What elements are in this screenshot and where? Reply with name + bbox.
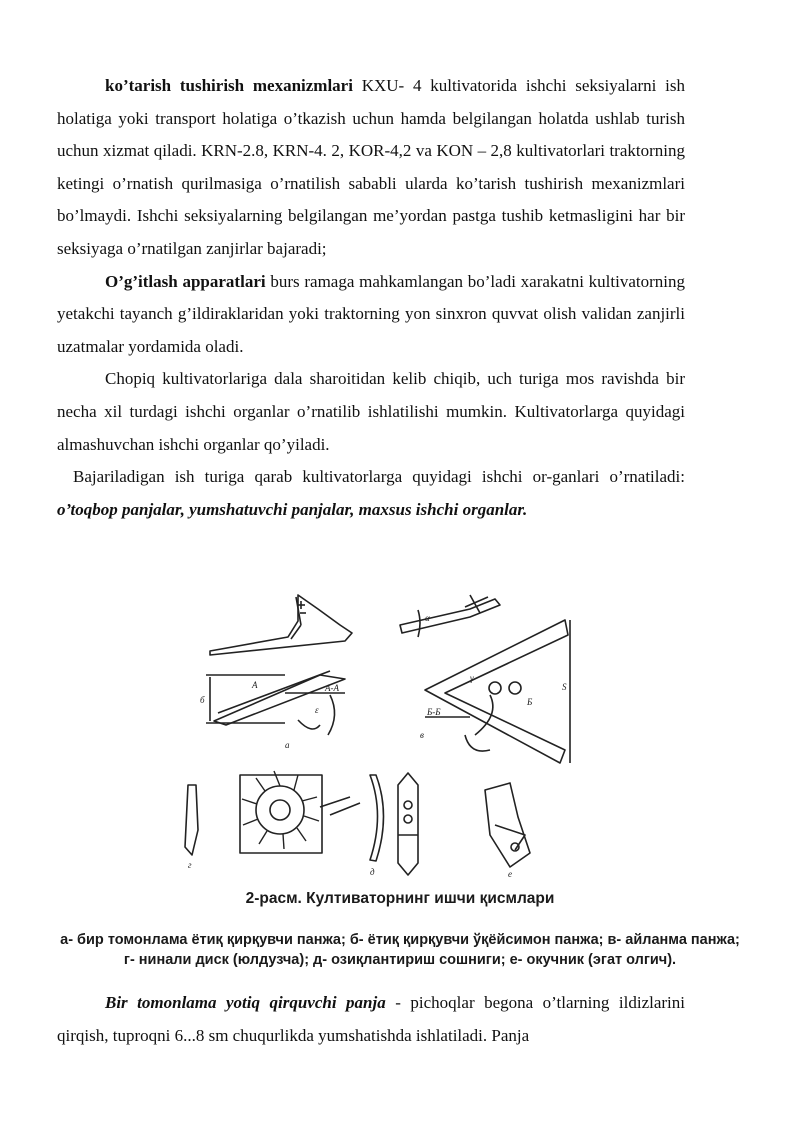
- feeding-coulter-drawing: [398, 773, 418, 875]
- label-gamma: γ: [470, 673, 474, 683]
- paragraph-text: Bajariladigan ish turiga qarab kultivatorlarga quyidagi ishchi or-ganlari o’rnatiladi:: [73, 467, 685, 487]
- label-A: А: [252, 680, 258, 690]
- one-sided-sweep-side-drawing: [210, 595, 352, 655]
- label-section-aa: А-А: [325, 683, 339, 693]
- paragraph-working-organs: [57, 461, 685, 526]
- label-a: а: [285, 740, 290, 750]
- emphasis-organ-types: o’toqbop panjalar, yumshatuvchi panjalar, maxsus ishchi organlar.: [57, 499, 528, 519]
- label-S: S: [562, 682, 567, 692]
- arrow-sweep-side-drawing: [400, 595, 500, 637]
- arrow-sweep-plan-drawing: [425, 620, 570, 763]
- label-b-height: б: [200, 695, 205, 705]
- paragraph-interchangeable-organs: [57, 363, 685, 461]
- figure-title: 2-расм. Култиваторнинг ишчи қисмлари: [245, 890, 555, 907]
- label-g: г: [188, 860, 192, 870]
- one-sided-sweep-plan-drawing: [206, 671, 345, 735]
- term-fertilizer-apparatus: O’g’itlash apparatlari: [105, 271, 266, 291]
- needle-disk-drawing: [320, 775, 384, 861]
- hiller-drawing: [485, 783, 530, 867]
- paragraph-text: KXU- 4 kultivatorida ishchi seksiyalarni ish holatiga yoki transport holatiga o’tkazish uchun hamda belgilangan holatda ushlab turish uchun xizmat qiladi. KRN-2.8, KRN-4. 2, KOR-4,2 va KON – 2,8 kultivatorlari traktorning ketingi o’rnatish qurilmasiga o’rnatilish sababli ularda ko’tarish tushirish mexanizmlari bo’lmaydi. Ishchi seksiyalarning belgilangan me’yordan pastga tushib ketmasligini har bir seksiyaga o’rnatilgan zanjirlar bajaradi;: [57, 76, 685, 258]
- label-section-bb: Б-Б: [427, 707, 441, 717]
- paragraph-fertilizer-apparatus: [57, 266, 685, 364]
- body-text-top: [57, 70, 685, 526]
- paragraph-one-sided-sweep: [57, 987, 685, 1052]
- label-eps: ε: [315, 705, 319, 715]
- paragraph-text: burs ramaga mahkamlangan bo’ladi xarakatni kultivatorning yetakchi tayanch g’ildiraklaridan yoki traktorning yon sinxron quvvat olish validan zanjirli uzatmalar yordamida oladi.: [57, 271, 685, 356]
- paragraph-text: Chopiq kultivatorlariga dala sharoitidan kelib chiqib, uch turiga mos ravishda bir necha xil turdagi ishchi organlar o’rnatilib ishlatilishi mumkin. Kultivatorlarga quyidagi almashuvchan ishchi organlar qo’yiladi.: [57, 369, 685, 454]
- paragraph-lifting-mechanisms: [57, 70, 685, 266]
- label-e: е: [508, 869, 512, 879]
- label-d: д: [370, 867, 375, 877]
- body-text-bottom: [57, 987, 685, 1052]
- rotary-sweep-drawing: [185, 771, 322, 855]
- cultivator-parts-figure: [170, 585, 630, 890]
- figure-legend: а- бир томонлама ётиқ қирқувчи панжа; б- ётиқ қирқувчи ўқёйсимон панжа; в- айланма панжа; г- нинали диск (юлдузча); д- озиқлантириш сошниги; е- окучник (эгат олгич).: [60, 932, 740, 968]
- term-lifting-mechanisms: ko’tarish tushirish mexanizmlari: [105, 76, 353, 95]
- label-B: Б: [527, 697, 533, 707]
- label-alpha: α: [425, 613, 430, 623]
- paragraph-text: - pichoqlar begona o’tlarning ildizlarini qirqish, tuproqni 6...8 sm chuqurlikda yumshatishda ishlatiladi. Panja: [57, 993, 685, 1045]
- term-one-sided-sweep: Bir tomonlama yotiq qirquvchi panja: [105, 993, 386, 1012]
- label-v: в: [420, 730, 424, 740]
